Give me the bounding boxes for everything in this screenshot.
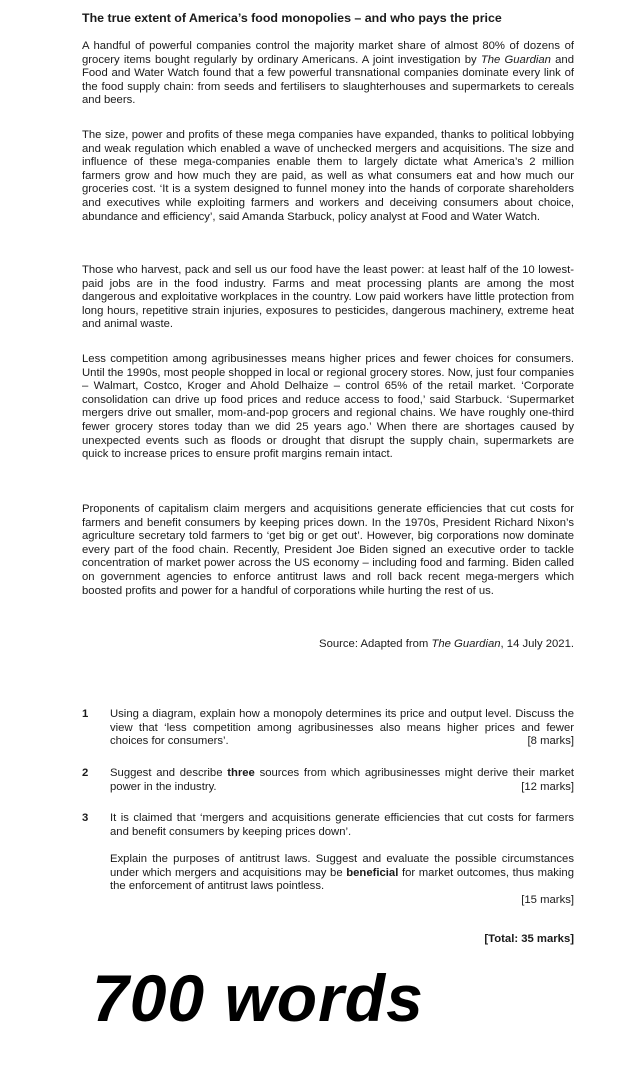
paragraph-text: and Food and Water Watch found that a few powerful transnational companies dominate every link of the food supply chain: from seeds and fertilisers to slaughterhouses and supermarkets to cereals and beers. bbox=[82, 53, 574, 107]
question-marks: [15 marks] bbox=[521, 893, 574, 906]
question-number: 2 bbox=[82, 767, 89, 779]
article-paragraph-5: Proponents of capitalism claim mergers and acquisitions generate efficiencies that cut costs for farmers and benefit consumers by keeping prices down. In the 1970s, President Richard Nixon’s agriculture secretary told farmers to ‘get big or get out’. However, big corporations now dominate every part of the food chain. Recently, President Joe Biden signed an executive order to tackle concentration of market power across the US economy – including food and farming. Biden called on government agencies to enforce antitrust laws and roll back recent mega-mergers which boosted profits and power for a handful of corporations while hurting the rest of us. bbox=[82, 503, 574, 597]
article-title: The true extent of America’s food monopolies – and who pays the price bbox=[82, 11, 502, 25]
question-text: It is claimed that ‘mergers and acquisitions generate efficiencies that cut costs for farmers and benefit consumers by keeping prices down’. bbox=[110, 812, 574, 838]
paragraph-publication: The Guardian bbox=[480, 53, 551, 66]
question-text-before: Suggest and describe bbox=[110, 767, 228, 779]
article-source bbox=[82, 637, 574, 651]
question-subtext bbox=[110, 853, 574, 894]
question-text-after: sources from which agribusinesses might derive their market power in the industry. bbox=[110, 767, 575, 793]
question-3 bbox=[82, 812, 574, 908]
paragraph-text: A handful of powerful companies control the majority market share of almost 80% of dozens of grocery items bought regularly by ordinary Americans. A joint investigation by bbox=[82, 40, 574, 66]
question-number: 1 bbox=[82, 708, 89, 720]
word-count-label: 700 words bbox=[92, 961, 424, 1035]
article-paragraph-4: Less competition among agribusinesses means higher prices and fewer choices for consumers. Until the 1990s, most people shopped in local or regional grocery stores. Now, just four companies – Walmart, Costco, Kroger and Ahold Delhaize – control 65% of the retail market. ‘Corporate consolidation can drive up food prices and reduce access to food,’ said Starbuck. ‘Supermarket mergers drive out smaller, mom-and-pop grocers and regional chains. We have roughly one-third fewer grocery stores today than we did 25 years ago.’ When there are shortages caused by unexpected events such as floods or drought that disrupt the supply chain, supermarkets are quick to increase prices to ensure profit margins remain intact. bbox=[82, 353, 574, 461]
question-marks: [8 marks] bbox=[527, 735, 574, 748]
question-text: Using a diagram, explain how a monopoly determines its price and output level. Discuss the view that ‘less competition among agribusinesses also means higher prices and fewer choices for consumers’. bbox=[110, 708, 574, 748]
source-publication: The Guardian bbox=[431, 638, 501, 650]
article-paragraph-1 bbox=[82, 40, 574, 108]
question-2 bbox=[82, 767, 574, 794]
total-marks: [Total: 35 marks] bbox=[484, 933, 574, 945]
article-paragraph-2: The size, power and profits of these mega companies have expanded, thanks to political lobbying and weak regulation which enabled a wave of unchecked mergers and acquisitions. The size and influence of these mega-companies enable them to largely dictate what America’s 2 million farmers grow and how much they are paid, as well as what consumers eat and how much our groceries cost. ‘It is a system designed to funnel money into the hands of corporate shareholders and executives while exploiting farmers and workers and deceiving consumers about choice, abundance and efficiency’, said Amanda Starbuck, policy analyst at Food and Water Watch. bbox=[82, 129, 574, 223]
question-1 bbox=[82, 708, 574, 749]
question-text-bold: three bbox=[227, 767, 255, 779]
question-text-before: Explain the purposes of antitrust laws. Suggest and evaluate the possible circumstances under which mergers and acquisitions may be bbox=[110, 853, 574, 879]
source-prefix: Source: Adapted from bbox=[319, 638, 432, 650]
question-marks: [12 marks] bbox=[521, 780, 574, 793]
source-date: , 14 July 2021. bbox=[500, 638, 574, 650]
question-text-after: for market outcomes, thus making the enforcement of antitrust laws pointless. bbox=[110, 866, 574, 893]
article-paragraph-3: Those who harvest, pack and sell us our food have the least power: at least half of the 10 lowest-paid jobs are in the food industry. Farms and meat processing plants are among the most dangerous and exploitative workplaces in the country. Low paid workers have little protection from long hours, repetitive strain injuries, exposures to pesticides, dangerous machinery, extreme heat and animal waste. bbox=[82, 264, 574, 331]
question-number: 3 bbox=[82, 812, 89, 824]
question-text-bold: beneficial bbox=[346, 866, 399, 879]
